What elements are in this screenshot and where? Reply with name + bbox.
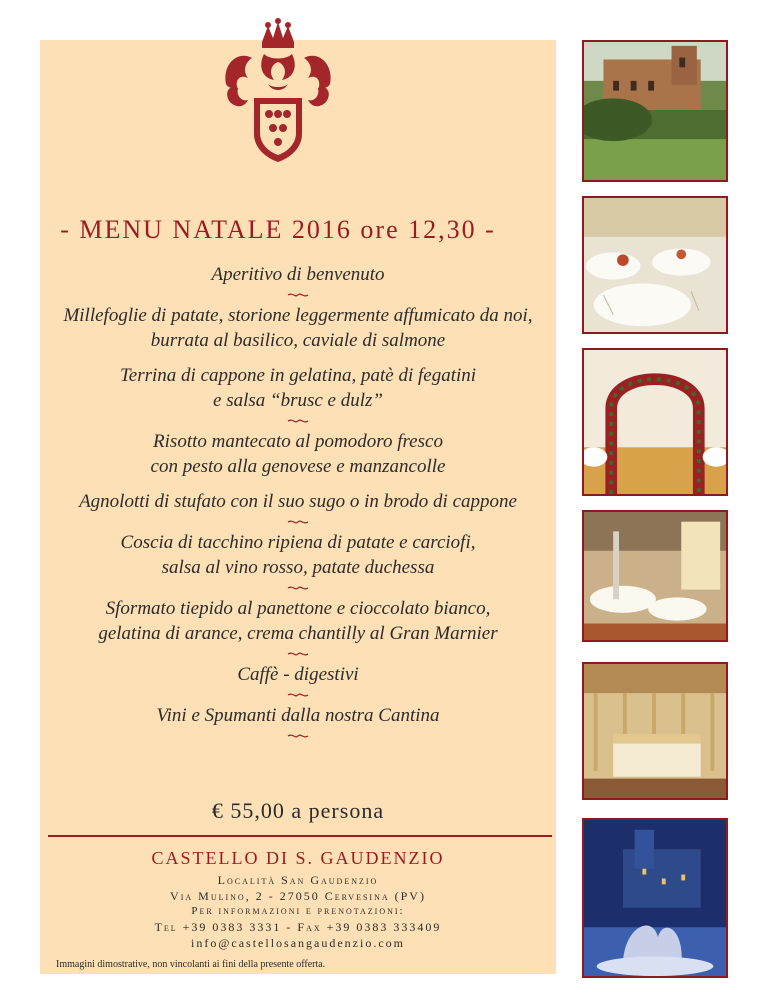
ornament-divider-icon xyxy=(287,731,309,741)
ornament-divider-icon xyxy=(287,583,309,593)
menu-item-primo1-line1: Risotto mantecato al pomodoro fresco xyxy=(153,431,443,452)
venue-phones: Tel +39 0383 3331 - Fax +39 0383 333409 xyxy=(154,920,442,934)
crest-logo xyxy=(218,14,338,164)
menu-item-primo2: Agnolotti di stufato con il suo sugo o in brodo di cappone xyxy=(79,491,517,512)
castle-exterior-photo xyxy=(582,40,728,182)
menu-item-antipasto2-line1: Terrina di cappone in gelatina, patè di fegatini xyxy=(119,365,477,386)
venue-locality: Località San Gaudenzio xyxy=(217,873,379,887)
ornament-divider-icon xyxy=(287,290,309,300)
banquet-hall-photo xyxy=(582,196,728,334)
venue-address: Via Mulino, 2 - 27050 Cervesina (PV) xyxy=(170,889,426,903)
menu-item-caffe: Caffè - digestivi xyxy=(237,664,359,685)
venue-name: CASTELLO DI S. GAUDENZIO xyxy=(151,848,445,868)
menu-item-primo1-line2: con pesto alla genovese e manzancolle xyxy=(150,456,446,477)
divider-rule xyxy=(48,835,552,837)
menu-item-vini: Vini e Spumanti dalla nostra Cantina xyxy=(156,705,440,726)
castle-night-photo xyxy=(582,818,728,978)
dining-room-photo xyxy=(582,510,728,642)
menu-item-dolce-line1: Sformato tiepido al panettone e cioccolato bianco, xyxy=(105,598,491,619)
menu-list xyxy=(40,262,556,744)
bedroom-photo xyxy=(582,662,728,800)
ornament-divider-icon xyxy=(287,690,309,700)
venue-email[interactable]: info@castellosangaudenzio.com xyxy=(191,936,405,950)
ornament-divider-icon xyxy=(287,517,309,527)
ornament-divider-icon xyxy=(287,649,309,659)
ornament-divider-icon xyxy=(287,416,309,426)
menu-item-dolce-line2: gelatina di arance, crema chantilly al Gran Marnier xyxy=(98,623,498,644)
menu-price: € 55,00 a persona xyxy=(211,798,385,823)
venue-info-label: Per informazioni e prenotazioni: xyxy=(191,905,405,917)
disclaimer: Immagini dimostrative, non vincolanti ai fini della presente offerta. xyxy=(56,959,326,970)
menu-item-antipasto2-line2: e salsa “brusc e dulz” xyxy=(213,390,383,411)
menu-item-antipasto1-line2: burrata al basilico, caviale di salmone xyxy=(150,330,446,351)
menu-item-secondo-line2: salsa al vino rosso, patate duchessa xyxy=(161,557,435,578)
menu-item-antipasto1-line1: Millefoglie di patate, storione leggermente affumicato da noi, xyxy=(63,305,533,326)
menu-item-secondo-line1: Coscia di tacchino ripiena di patate e carciofi, xyxy=(120,532,476,553)
menu-title: - MENU NATALE 2016 ore 12,30 - xyxy=(60,215,496,244)
menu-item-aperitivo: Aperitivo di benvenuto xyxy=(211,264,385,285)
floral-arch-photo xyxy=(582,348,728,496)
